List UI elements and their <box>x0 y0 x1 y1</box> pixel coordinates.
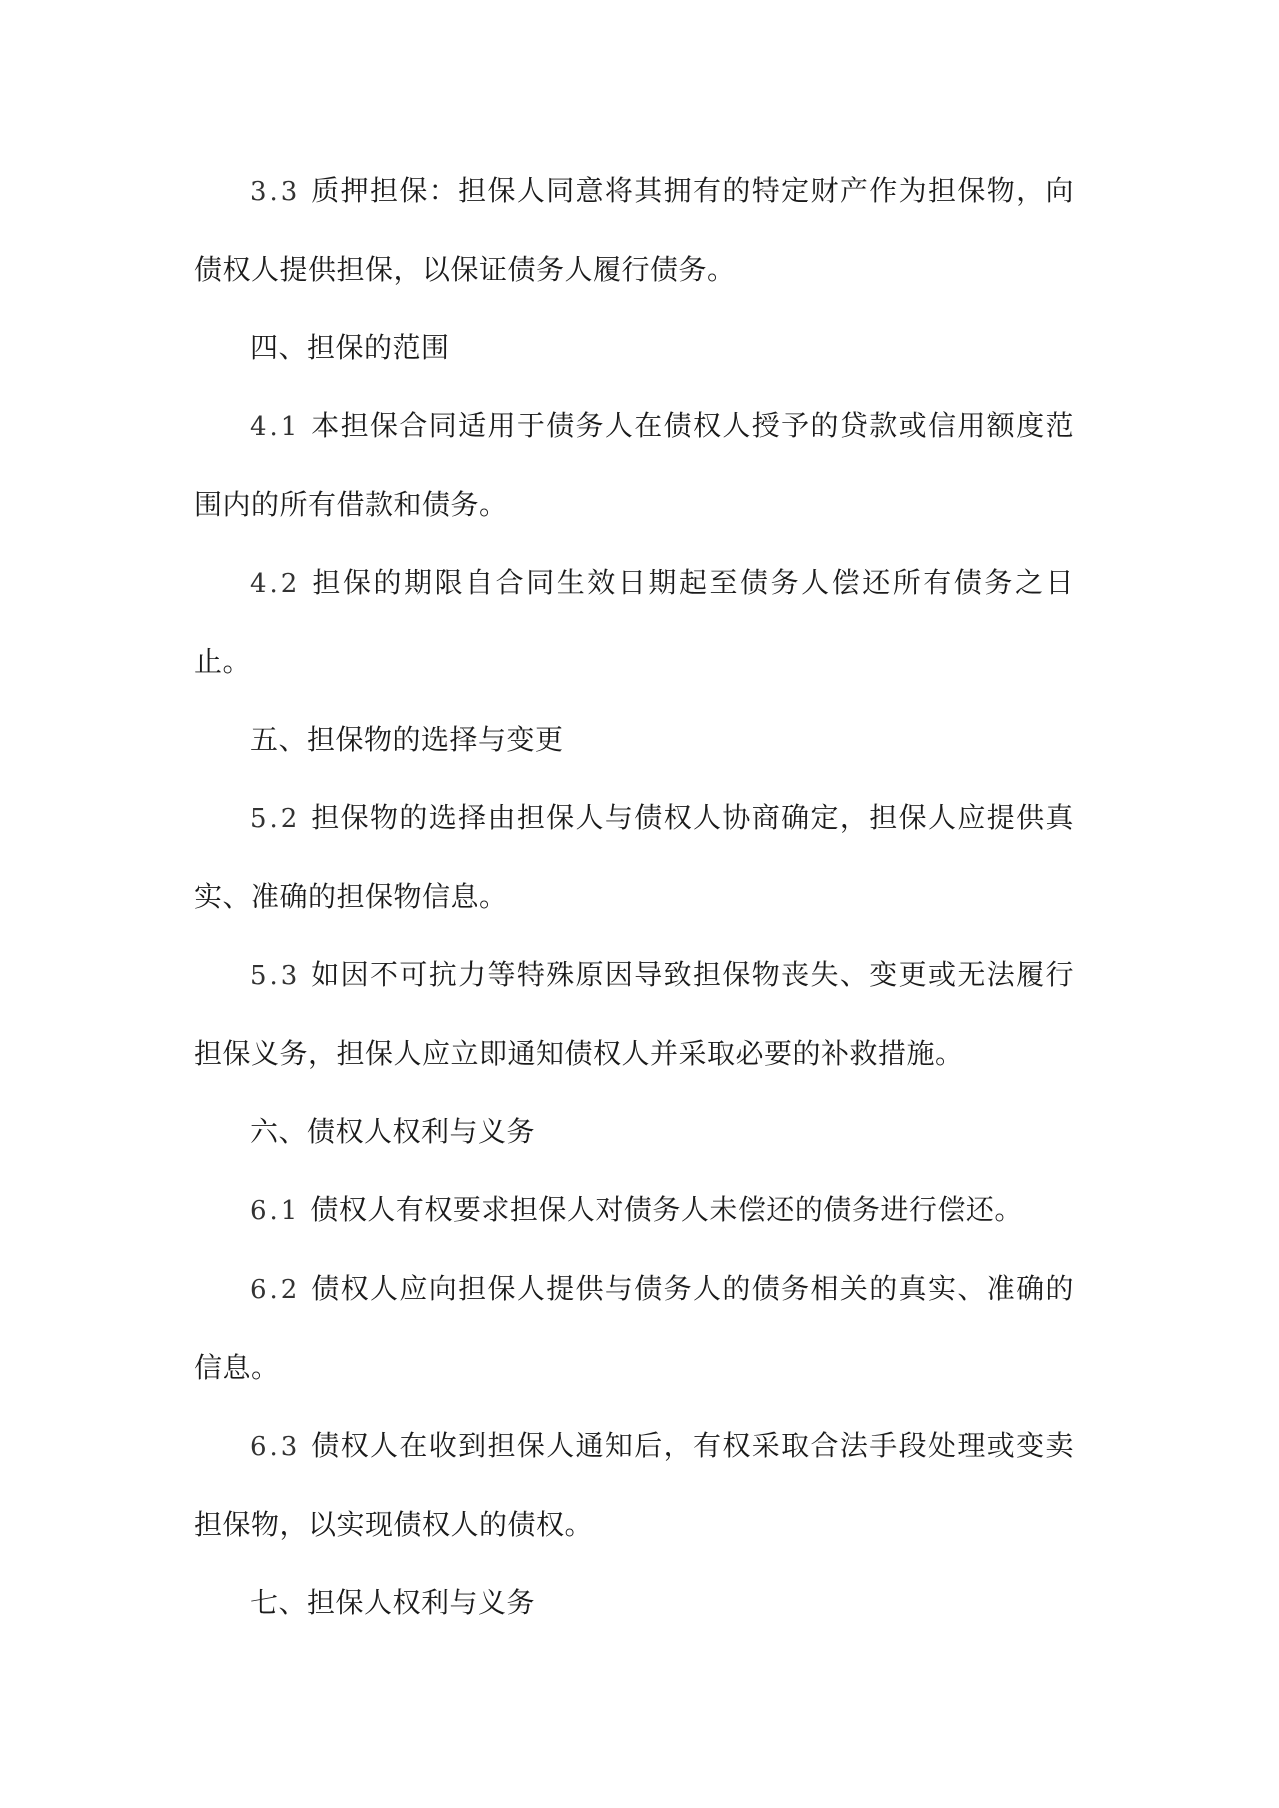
section-heading-text: 五、担保物的选择与变更 <box>250 723 564 756</box>
section-heading-text: 六、债权人权利与义务 <box>250 1115 536 1148</box>
clause-number: 3.3 <box>250 177 301 207</box>
clause-number: 5.2 <box>250 804 301 834</box>
clause-6-3 <box>194 1407 1074 1564</box>
section-heading-text: 四、担保的范围 <box>250 331 450 364</box>
clause-6-2 <box>194 1250 1074 1407</box>
clause-number: 6.1 <box>250 1196 301 1226</box>
clause-text: 债权人有权要求担保人对债务人未偿还的债务进行偿还。 <box>310 1193 1023 1226</box>
section-heading-6 <box>194 1093 1074 1171</box>
clause-text: 质押担保：担保人同意将其拥有的特定财产作为担保物，向债权人提供担保，以保证债务人履行债务。 <box>194 174 1074 286</box>
clause-number: 6.3 <box>250 1432 301 1462</box>
section-heading-text: 七、担保人权利与义务 <box>250 1586 536 1619</box>
clause-number: 4.1 <box>250 412 301 442</box>
clause-6-1 <box>194 1171 1074 1250</box>
clause-5-2 <box>194 779 1074 936</box>
clause-text: 债权人在收到担保人通知后，有权采取合法手段处理或变卖担保物，以实现债权人的债权。 <box>194 1429 1074 1541</box>
clause-text: 债权人应向担保人提供与债务人的债务相关的真实、准确的信息。 <box>194 1272 1074 1384</box>
clause-number: 4.2 <box>250 569 301 599</box>
clause-4-1 <box>194 387 1074 544</box>
section-heading-4 <box>194 309 1074 387</box>
document-body <box>194 152 1074 1642</box>
clause-text: 如因不可抗力等特殊原因导致担保物丧失、变更或无法履行担保义务，担保人应立即通知债权人并采取必要的补救措施。 <box>194 958 1074 1070</box>
clause-number: 6.2 <box>250 1275 301 1305</box>
clause-4-2 <box>194 544 1074 701</box>
clause-text: 担保的期限自合同生效日期起至债务人偿还所有债务之日止。 <box>194 566 1074 678</box>
clause-5-3 <box>194 936 1074 1093</box>
section-heading-5 <box>194 701 1074 779</box>
clause-3-3 <box>194 152 1074 309</box>
section-heading-7 <box>194 1564 1074 1642</box>
clause-text: 担保物的选择由担保人与债权人协商确定，担保人应提供真实、准确的担保物信息。 <box>194 801 1074 913</box>
clause-number: 5.3 <box>250 961 301 991</box>
clause-text: 本担保合同适用于债务人在债权人授予的贷款或信用额度范围内的所有借款和债务。 <box>194 409 1074 521</box>
